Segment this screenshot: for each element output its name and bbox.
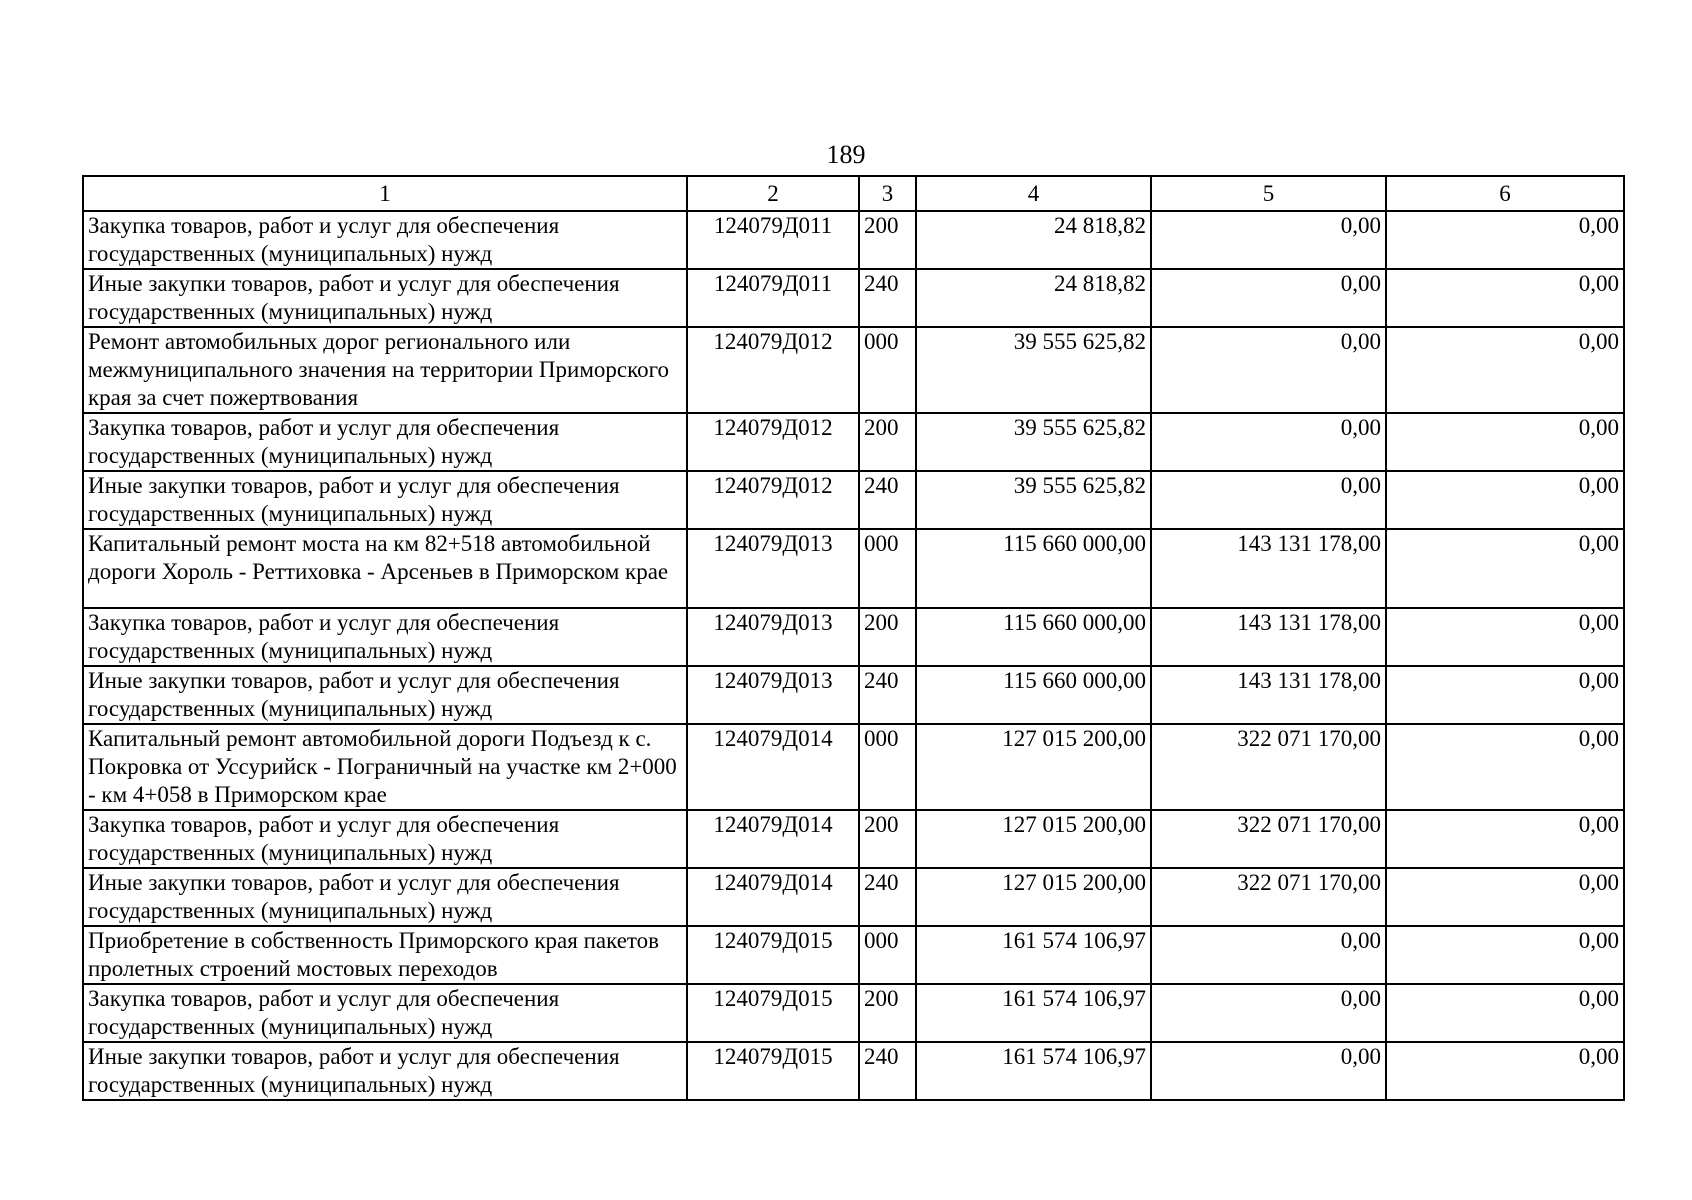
cell-amount-col6: 0,00 — [1386, 413, 1624, 471]
cell-amount-col5: 0,00 — [1151, 471, 1386, 529]
cell-target-code: 124079Д013 — [687, 529, 859, 608]
cell-amount-col4: 115 660 000,00 — [916, 666, 1151, 724]
cell-amount-col5: 143 131 178,00 — [1151, 529, 1386, 608]
cell-amount-col4: 39 555 625,82 — [916, 471, 1151, 529]
cell-target-code: 124079Д014 — [687, 810, 859, 868]
cell-target-code: 124079Д014 — [687, 724, 859, 810]
cell-amount-col4: 161 574 106,97 — [916, 926, 1151, 984]
budget-table — [82, 175, 1625, 1101]
cell-target-code: 124079Д015 — [687, 1042, 859, 1100]
cell-amount-col4: 127 015 200,00 — [916, 868, 1151, 926]
cell-amount-col6: 0,00 — [1386, 666, 1624, 724]
cell-amount-col5: 0,00 — [1151, 211, 1386, 269]
cell-name: Иные закупки товаров, работ и услуг для обеспечения государственных (муниципальных) нужд — [83, 471, 687, 529]
cell-expense-type: 000 — [859, 926, 916, 984]
cell-expense-type: 240 — [859, 471, 916, 529]
cell-target-code: 124079Д015 — [687, 984, 859, 1042]
cell-name: Закупка товаров, работ и услуг для обеспечения государственных (муниципальных) нужд — [83, 984, 687, 1042]
cell-name: Иные закупки товаров, работ и услуг для обеспечения государственных (муниципальных) нужд — [83, 868, 687, 926]
cell-name: Капитальный ремонт моста на км 82+518 автомобильной дороги Хороль - Реттиховка - Арсеньев в Приморском крае — [83, 529, 687, 608]
cell-amount-col5: 0,00 — [1151, 984, 1386, 1042]
cell-expense-type: 200 — [859, 608, 916, 666]
table-row — [83, 1042, 1624, 1100]
cell-expense-type: 240 — [859, 1042, 916, 1100]
table-row — [83, 868, 1624, 926]
cell-amount-col4: 24 818,82 — [916, 211, 1151, 269]
cell-name: Закупка товаров, работ и услуг для обеспечения государственных (муниципальных) нужд — [83, 608, 687, 666]
cell-target-code: 124079Д013 — [687, 608, 859, 666]
cell-amount-col6: 0,00 — [1386, 1042, 1624, 1100]
cell-name: Иные закупки товаров, работ и услуг для обеспечения государственных (муниципальных) нужд — [83, 269, 687, 327]
cell-amount-col5: 143 131 178,00 — [1151, 608, 1386, 666]
cell-amount-col4: 161 574 106,97 — [916, 984, 1151, 1042]
cell-amount-col5: 0,00 — [1151, 1042, 1386, 1100]
cell-amount-col6: 0,00 — [1386, 327, 1624, 413]
cell-amount-col5: 322 071 170,00 — [1151, 810, 1386, 868]
cell-amount-col4: 115 660 000,00 — [916, 529, 1151, 608]
table-row — [83, 666, 1624, 724]
cell-expense-type: 240 — [859, 269, 916, 327]
column-header-2: 2 — [687, 176, 859, 211]
cell-expense-type: 240 — [859, 868, 916, 926]
cell-expense-type: 240 — [859, 666, 916, 724]
cell-target-code: 124079Д013 — [687, 666, 859, 724]
page-number: 189 — [826, 140, 866, 169]
cell-expense-type: 000 — [859, 724, 916, 810]
cell-target-code: 124079Д011 — [687, 211, 859, 269]
cell-name: Закупка товаров, работ и услуг для обеспечения государственных (муниципальных) нужд — [83, 810, 687, 868]
cell-expense-type: 000 — [859, 529, 916, 608]
cell-amount-col5: 0,00 — [1151, 269, 1386, 327]
column-header-5: 5 — [1151, 176, 1386, 211]
cell-name: Иные закупки товаров, работ и услуг для обеспечения государственных (муниципальных) нужд — [83, 666, 687, 724]
table-row — [83, 413, 1624, 471]
cell-amount-col4: 127 015 200,00 — [916, 724, 1151, 810]
cell-name: Капитальный ремонт автомобильной дороги Подъезд к с. Покровка от Уссурийск - Пограничный на участке км 2+000 - км 4+058 в Приморском крае — [83, 724, 687, 810]
table-row — [83, 471, 1624, 529]
table-body — [83, 211, 1624, 1100]
cell-amount-col6: 0,00 — [1386, 471, 1624, 529]
table-row — [83, 327, 1624, 413]
column-header-6: 6 — [1386, 176, 1624, 211]
cell-expense-type: 200 — [859, 413, 916, 471]
column-header-1: 1 — [83, 176, 687, 211]
cell-target-code: 124079Д012 — [687, 413, 859, 471]
cell-expense-type: 200 — [859, 211, 916, 269]
cell-amount-col5: 143 131 178,00 — [1151, 666, 1386, 724]
column-header-4: 4 — [916, 176, 1151, 211]
cell-amount-col5: 0,00 — [1151, 926, 1386, 984]
cell-amount-col4: 127 015 200,00 — [916, 810, 1151, 868]
cell-amount-col5: 0,00 — [1151, 413, 1386, 471]
table-row — [83, 211, 1624, 269]
cell-amount-col5: 322 071 170,00 — [1151, 868, 1386, 926]
cell-amount-col4: 115 660 000,00 — [916, 608, 1151, 666]
table-row — [83, 724, 1624, 810]
table-row — [83, 926, 1624, 984]
cell-amount-col6: 0,00 — [1386, 529, 1624, 608]
cell-amount-col6: 0,00 — [1386, 984, 1624, 1042]
cell-name: Закупка товаров, работ и услуг для обеспечения государственных (муниципальных) нужд — [83, 211, 687, 269]
cell-amount-col5: 322 071 170,00 — [1151, 724, 1386, 810]
cell-expense-type: 200 — [859, 810, 916, 868]
table-row — [83, 529, 1624, 608]
cell-expense-type: 000 — [859, 327, 916, 413]
table-row — [83, 984, 1624, 1042]
cell-name: Иные закупки товаров, работ и услуг для обеспечения государственных (муниципальных) нужд — [83, 1042, 687, 1100]
table-row — [83, 810, 1624, 868]
cell-amount-col6: 0,00 — [1386, 608, 1624, 666]
cell-amount-col4: 39 555 625,82 — [916, 413, 1151, 471]
cell-target-code: 124079Д014 — [687, 868, 859, 926]
cell-name: Приобретение в собственность Приморского края пакетов пролетных строений мостовых переходов — [83, 926, 687, 984]
table-row — [83, 608, 1624, 666]
cell-amount-col4: 161 574 106,97 — [916, 1042, 1151, 1100]
cell-target-code: 124079Д012 — [687, 471, 859, 529]
cell-target-code: 124079Д011 — [687, 269, 859, 327]
table-row — [83, 269, 1624, 327]
cell-amount-col6: 0,00 — [1386, 211, 1624, 269]
cell-amount-col5: 0,00 — [1151, 327, 1386, 413]
cell-target-code: 124079Д015 — [687, 926, 859, 984]
cell-amount-col6: 0,00 — [1386, 868, 1624, 926]
cell-name: Ремонт автомобильных дорог регионального или межмуниципального значения на территории Приморского края за счет пожертвования — [83, 327, 687, 413]
cell-name: Закупка товаров, работ и услуг для обеспечения государственных (муниципальных) нужд — [83, 413, 687, 471]
table-header-row — [83, 176, 1624, 211]
cell-amount-col6: 0,00 — [1386, 269, 1624, 327]
cell-amount-col6: 0,00 — [1386, 926, 1624, 984]
cell-expense-type: 200 — [859, 984, 916, 1042]
cell-target-code: 124079Д012 — [687, 327, 859, 413]
cell-amount-col6: 0,00 — [1386, 724, 1624, 810]
cell-amount-col6: 0,00 — [1386, 810, 1624, 868]
column-header-3: 3 — [859, 176, 916, 211]
cell-amount-col4: 24 818,82 — [916, 269, 1151, 327]
cell-amount-col4: 39 555 625,82 — [916, 327, 1151, 413]
